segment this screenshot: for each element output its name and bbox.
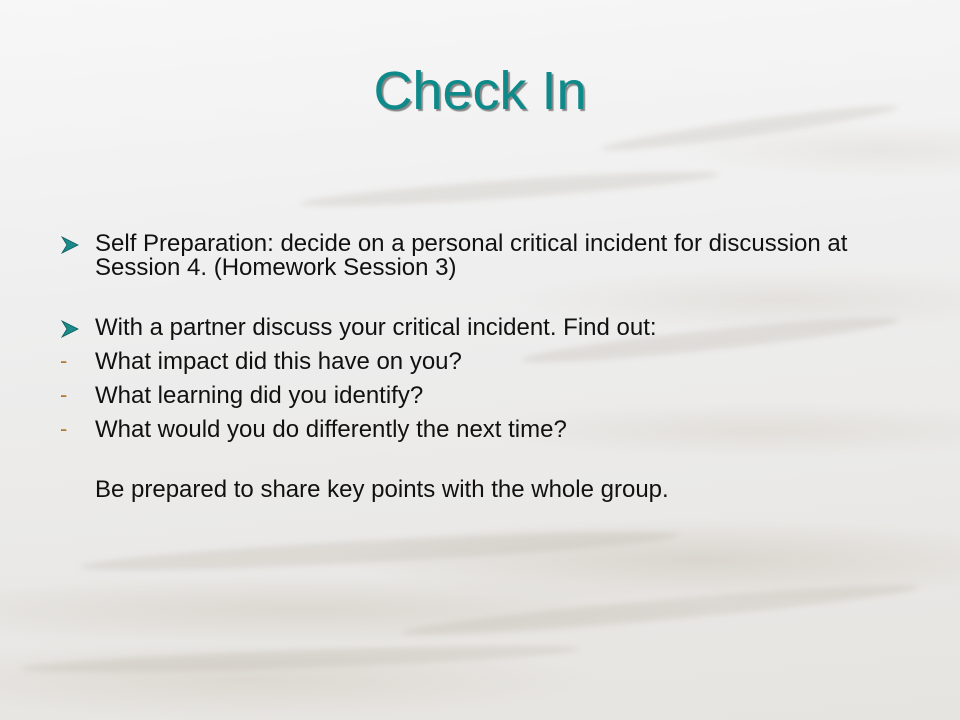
bullet-item-text: With a partner discuss your critical incident. Find out: (95, 314, 657, 341)
bullet-item (60, 232, 890, 280)
closing-line (60, 478, 890, 502)
dash-item (60, 418, 890, 442)
snow-texture-streak (20, 640, 580, 678)
bullet-item-text: Self Preparation: decide on a personal critical incident for discussion at Session 4. (Homework Session 3) (95, 230, 848, 281)
closing-line-text: Be prepared to share key points with the whole group. (95, 476, 669, 503)
dash-bullet-icon: - (60, 382, 68, 407)
dash-item-text: What would you do differently the next time? (95, 416, 567, 443)
arrowhead-bullet-icon (60, 319, 80, 339)
dash-bullet-icon: - (60, 348, 68, 373)
snow-texture-streak (300, 165, 720, 212)
dash-item (60, 384, 890, 408)
dash-item (60, 350, 890, 374)
dash-item-text: What learning did you identify? (95, 382, 424, 409)
dash-bullet-icon: - (60, 416, 68, 441)
dash-item-text: What impact did this have on you? (95, 348, 462, 375)
snow-texture-streak (80, 524, 680, 577)
bullet-item (60, 316, 890, 340)
arrowhead-bullet-icon (60, 235, 80, 255)
snow-texture-streak (400, 577, 920, 642)
slide-title: Check In (373, 61, 587, 121)
slide-body (60, 232, 890, 502)
